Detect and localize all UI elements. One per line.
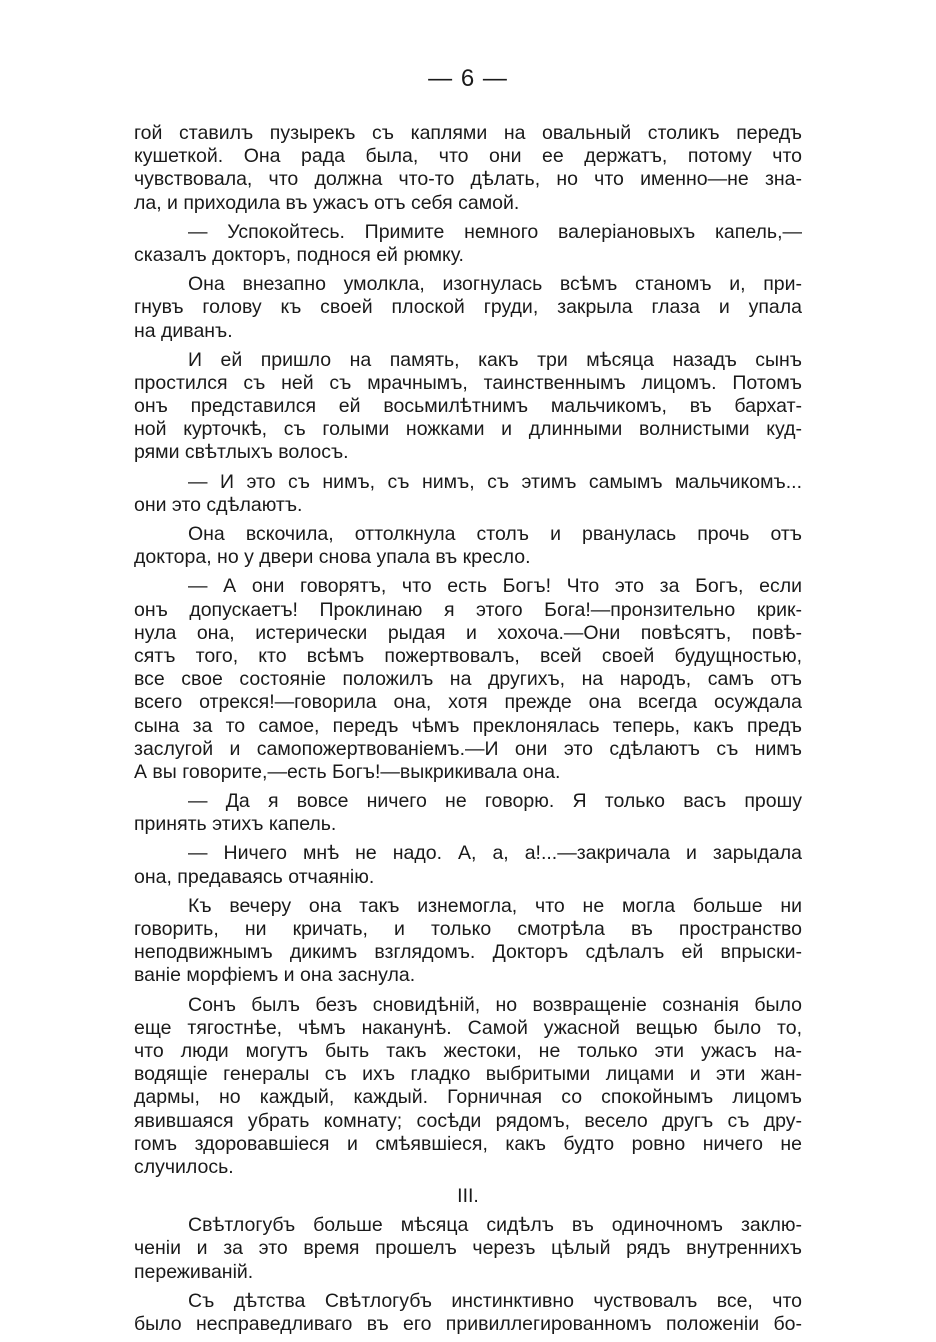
text-line: Она внезапно умолкла, изогнулась всѣмъ станомъ и, при- <box>188 273 802 296</box>
text-line: они это сдѣлаютъ. <box>134 493 303 516</box>
text-line: — А они говорятъ, что есть Богъ! Что это за Богъ, если <box>188 575 802 598</box>
page-number: — 6 — <box>428 65 508 92</box>
text-line: гомъ здоровавшіеся и смѣявшіеся, какъ будто ровно ничего не <box>134 1132 802 1155</box>
paragraph <box>134 523 802 569</box>
text-line: водящіе генералы съ ихъ гладко выбритыми лицами и эти жан- <box>134 1063 802 1086</box>
text-line: гнувъ голову къ своей плоской груди, закрыла глаза и упала <box>134 296 802 319</box>
text-line: — Успокойтесь. Примите немного валеріановыхъ капель,— <box>188 220 802 243</box>
paragraph <box>134 1290 802 1336</box>
text-line: чувствовала, что должна что-то дѣлать, но что именно—не зна- <box>134 168 802 191</box>
paragraph <box>134 790 802 836</box>
paragraph <box>134 1214 802 1284</box>
text-line: — И это съ нимъ, съ нимъ, съ этимъ самымъ мальчикомъ... <box>188 470 802 493</box>
text-line: сятъ того, кто всѣмъ пожертвовалъ, всей своей будущностью, <box>134 644 802 667</box>
text-line: сына за то самое, передъ чѣмъ преклонялась теперь, какъ предъ <box>134 714 802 737</box>
page-text <box>134 122 802 1342</box>
paragraph <box>134 122 802 215</box>
text-line: Съ дѣтства Свѣтлогубъ инстинктивно чуствовалъ все, что <box>188 1289 802 1312</box>
text-line: неподвижнымъ дикимъ взглядомъ. Докторъ сдѣлалъ ей впрыски- <box>134 941 802 964</box>
paragraph <box>134 349 802 465</box>
paragraph <box>134 575 802 784</box>
text-line: гой ставилъ пузырекъ съ каплями на овальный столикъ передъ <box>134 122 802 144</box>
text-line: случилось. <box>134 1155 234 1178</box>
text-line: сказалъ докторъ, поднося ей рюмку. <box>134 243 464 266</box>
text-line: ваніе морфіемъ и она заснула. <box>134 964 416 987</box>
paragraph <box>134 895 802 988</box>
text-line: она, предаваясь отчаянію. <box>134 865 375 888</box>
text-line: доктора, но у двери снова упала въ кресло. <box>134 546 531 569</box>
text-line: было несправедливаго въ его привиллегированномъ положеніи бо- <box>134 1313 802 1335</box>
text-line: Къ вечеру она такъ изнемогла, что не могла больше ни <box>188 894 802 917</box>
text-line: ченіи и за это время прошелъ черезъ цѣлый рядъ внутреннихъ <box>134 1237 802 1260</box>
text-line: переживаній. <box>134 1260 254 1283</box>
text-line: заслугой и самопожертвованіемъ.—И они это сдѣлаютъ съ нимъ <box>134 737 802 760</box>
text-line: — Да я вовсе ничего не говорю. Я только васъ прошу <box>188 790 802 813</box>
text-line: Она вскочила, оттолкнула столъ и рванулась прочь отъ <box>188 523 802 545</box>
text-line: ной курточкѣ, съ голыми ножками и длинными волнистыми куд- <box>134 418 802 441</box>
paragraph <box>134 1185 802 1208</box>
paragraph <box>134 221 802 267</box>
text-line: на диванъ. <box>134 319 233 342</box>
text-line: Свѣтлогубъ больше мѣсяца сидѣлъ въ одиночномъ заклю- <box>188 1214 802 1237</box>
text-line: рями свѣтлыхъ волосъ. <box>134 441 349 464</box>
text-line: Сонъ былъ безъ сновидѣній, но возвращеніе сознанія было <box>188 993 802 1016</box>
text-line: всего отрекся!—говорила она, хотя прежде она всегда осуждала <box>134 691 802 714</box>
paragraph <box>134 273 802 343</box>
paragraph <box>134 842 802 888</box>
text-line: еще тягостнѣе, чѣмъ наканунѣ. Самой ужасной вещью было то, <box>134 1016 802 1039</box>
text-line: говорить, ни кричать, и только смотрѣла въ пространство <box>134 918 802 940</box>
text-line: дармы, но каждый, каждый. Горничная со спокойнымъ лицомъ <box>134 1086 802 1109</box>
text-line: все свое состояніе положилъ на другихъ, на народъ, самъ отъ <box>134 668 802 691</box>
text-line: онъ допускаетъ! Проклинаю я этого Бога!—пронзительно крик- <box>134 598 802 621</box>
text-line: И ей пришло на память, какъ три мѣсяца назадъ сынъ <box>188 348 802 371</box>
paragraph-gap <box>134 1336 802 1342</box>
text-line: явившаяся убрать комнату; сосѣди рядомъ, весело другъ съ дру- <box>134 1109 802 1132</box>
text-line: нула она, истерически рыдая и хохоча.—Они повѣсятъ, повѣ- <box>134 621 802 644</box>
paragraph <box>134 994 802 1180</box>
text-line: кушеткой. Она рада была, что они ее держатъ, потому что <box>134 145 802 168</box>
text-line: онъ представился ей восьмилѣтнимъ мальчикомъ, въ бархат- <box>134 395 802 418</box>
text-line: что люди могутъ быть такъ жестоки, не только эти ужасъ на- <box>134 1039 802 1062</box>
paragraph <box>134 471 802 517</box>
text-line: — Ничего мнѣ не надо. А, а, а!...—закричала и зарыдала <box>188 842 802 865</box>
section-heading: III. <box>457 1185 479 1208</box>
text-line: ла, и приходила въ ужасъ отъ себя самой. <box>134 191 520 214</box>
text-line: простился съ ней съ мрачнымъ, таинственнымъ лицомъ. Потомъ <box>134 371 802 394</box>
text-line: А вы говорите,—есть Богъ!—выкрикивала она. <box>134 760 561 783</box>
text-line: принять этихъ капель. <box>134 813 337 836</box>
